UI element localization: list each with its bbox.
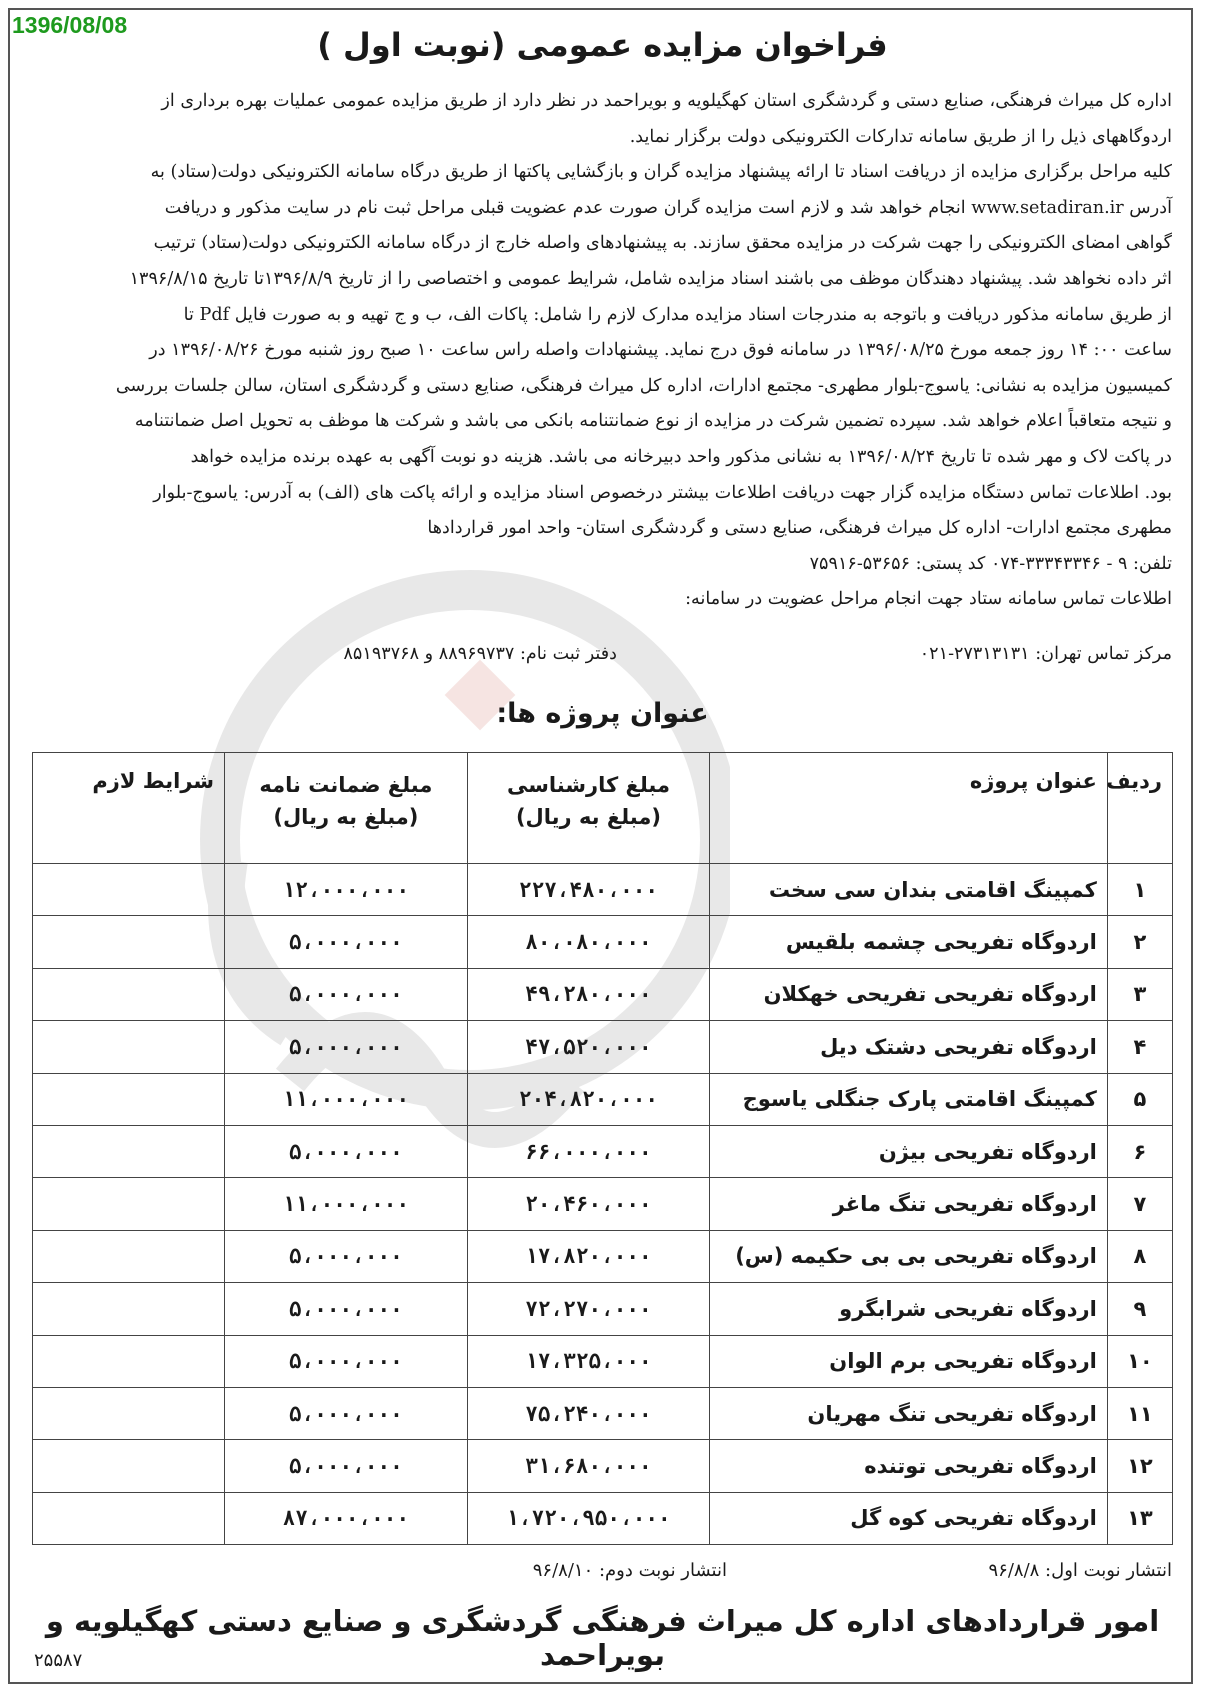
cell-guarantee-amount: ۱۲،۰۰۰،۰۰۰ [225, 864, 468, 916]
cell-guarantee-amount: ۵،۰۰۰،۰۰۰ [225, 1440, 468, 1492]
table-row [33, 1492, 1173, 1544]
cell-row-number: ۹ [1107, 1283, 1172, 1335]
cell-row-number: ۲ [1107, 916, 1172, 968]
cell-conditions [33, 1440, 225, 1492]
announcement-title: فراخوان مزایده عمومی (نوبت اول ) [317, 26, 888, 64]
cell-expert-amount: ۲۲۷،۴۸۰،۰۰۰ [467, 864, 710, 916]
cell-row-number: ۶ [1107, 1125, 1172, 1177]
body-line: آدرس www.setadiran.ir انجام خواهد شد و لازم است مزایده گران صورت عدم عضویت قبلی مراحل ثبت نام در سایت مذکور و دریافت [164, 197, 1172, 218]
cell-project-title: اردوگاه تفریحی تنگ ماغر [710, 1178, 1108, 1230]
cell-conditions [33, 1073, 225, 1125]
cell-row-number: ۴ [1107, 1021, 1172, 1073]
cell-guarantee-amount: ۵،۰۰۰،۰۰۰ [225, 916, 468, 968]
cell-row-number: ۱۳ [1107, 1492, 1172, 1544]
header-project-title: عنوان پروژه [710, 753, 1108, 864]
body-line: اردوگاههای ذیل را از طریق سامانه تدارکات الکترونیکی دولت برگزار نماید. [629, 126, 1172, 147]
table-row [33, 1335, 1173, 1387]
cell-expert-amount: ۸۰،۰۸۰،۰۰۰ [467, 916, 710, 968]
header-guarantee-amount [225, 753, 468, 864]
cell-row-number: ۳ [1107, 968, 1172, 1020]
body-line: کلیه مراحل برگزاری مزایده از دریافت اسناد تا ارائه پیشنهاد مزایده گران و بازگشایی پاکتها از طریق درگاه سامانه الکترونیکی دولت(ستاد) به [150, 162, 1172, 183]
cell-guarantee-amount: ۱۱،۰۰۰،۰۰۰ [225, 1178, 468, 1230]
cell-expert-amount: ۲۰۴،۸۲۰،۰۰۰ [467, 1073, 710, 1125]
ad-code: ۲۵۵۸۷ [34, 1650, 83, 1671]
cell-project-title: اردوگاه تفریحی کوه گل [710, 1492, 1108, 1544]
cell-conditions [33, 968, 225, 1020]
cell-conditions [33, 864, 225, 916]
cell-expert-amount: ۶۶،۰۰۰،۰۰۰ [467, 1125, 710, 1177]
projects-table-body [33, 864, 1173, 1545]
issuer-footer: امور قراردادهای اداره کل میراث فرهنگی گردشگری و صنایع دستی کهگیلویه و بویراحمد [45, 1604, 1160, 1672]
header-expert-unit: (مبلغ به ریال) [515, 805, 661, 829]
cell-expert-amount: ۱۷،۳۲۵،۰۰۰ [467, 1335, 710, 1387]
body-line: اداره کل میراث فرهنگی، صنایع دستی و گردشگری استان کهگیلویه و بویراحمد در نظر دارد از طریق مزایده عمومی عملیات بهره برداری از [161, 91, 1172, 111]
cell-row-number: ۱۰ [1107, 1335, 1172, 1387]
cell-guarantee-amount: ۸۷،۰۰۰،۰۰۰ [225, 1492, 468, 1544]
cell-project-title: کمپینگ اقامتی بندان سی سخت [710, 864, 1108, 916]
cell-expert-amount: ۱۷،۸۲۰،۰۰۰ [467, 1230, 710, 1282]
cell-project-title: اردوگاه تفریحی توتنده [710, 1440, 1108, 1492]
cell-guarantee-amount: ۵،۰۰۰،۰۰۰ [225, 1230, 468, 1282]
table-row [33, 864, 1173, 916]
cell-guarantee-amount: ۵،۰۰۰،۰۰۰ [225, 1021, 468, 1073]
cell-row-number: ۸ [1107, 1230, 1172, 1282]
header-guarantee-label: مبلغ ضمانت نامه [259, 773, 433, 797]
cell-project-title: اردوگاه تفریحی تنگ مهریان [710, 1387, 1108, 1439]
table-header-row [33, 753, 1173, 864]
table-row [33, 1283, 1173, 1335]
header-row-number: ردیف [1107, 753, 1172, 864]
cell-conditions [33, 1021, 225, 1073]
tehran-contact: مرکز تماس تهران: ۲۷۳۱۳۱۳۱-۰۲۱ [919, 644, 1172, 664]
header-guarantee-unit: (مبلغ به ریال) [273, 805, 419, 829]
cell-conditions [33, 1125, 225, 1177]
table-row [33, 1440, 1173, 1492]
cell-guarantee-amount: ۵،۰۰۰،۰۰۰ [225, 1335, 468, 1387]
table-row [33, 1073, 1173, 1125]
projects-section-title: عنوان پروژه ها: [496, 698, 709, 729]
cell-expert-amount: ۷۲،۲۷۰،۰۰۰ [467, 1283, 710, 1335]
cell-project-title: اردوگاه تفریحی شرابگرو [710, 1283, 1108, 1335]
date-stamp: 1396/08/08 [12, 12, 128, 38]
cell-row-number: ۷ [1107, 1178, 1172, 1230]
cell-conditions [33, 1230, 225, 1282]
cell-conditions [33, 1492, 225, 1544]
table-row [33, 1178, 1173, 1230]
body-line: مطهری مجتمع ادارات- اداره کل میراث فرهنگی، صنایع دستی و گردشگری استان- واحد امور قراردادها [427, 518, 1172, 539]
cell-conditions [33, 1335, 225, 1387]
cell-row-number: ۱۱ [1107, 1387, 1172, 1439]
header-conditions: شرایط لازم [33, 753, 225, 864]
cell-project-title: کمپینگ اقامتی پارک جنگلی یاسوج [710, 1073, 1108, 1125]
cell-conditions [33, 1387, 225, 1439]
header-expert-amount [467, 753, 710, 864]
cell-expert-amount: ۲۰،۴۶۰،۰۰۰ [467, 1178, 710, 1230]
cell-project-title: اردوگاه تفریحی بی بی حکیمه (س) [710, 1230, 1108, 1282]
body-line: اثر داده نخواهد شد. پیشنهاد دهندگان موظف می باشند اسناد مزایده شامل، شرایط عمومی و اختصاصی را از تاریخ ۱۳۹۶/۸/۹تا تاریخ ۱۳۹۶/۸/۱۵ [129, 268, 1172, 289]
cell-row-number: ۱ [1107, 864, 1172, 916]
body-line: و نتیجه متعاقباً اعلام خواهد شد. سپرده تضمین شرکت در مزایده از نوع ضمانتنامه بانکی می باشد و شرکت ها موظف به تحویل اصل ضمانتنامه [134, 411, 1172, 432]
cell-project-title: اردوگاه تفریحی دشتک دیل [710, 1021, 1108, 1073]
projects-table [32, 752, 1173, 1545]
table-row [33, 916, 1173, 968]
cell-conditions [33, 916, 225, 968]
cell-conditions [33, 1283, 225, 1335]
cell-expert-amount: ۱،۷۲۰،۹۵۰،۰۰۰ [467, 1492, 710, 1544]
cell-project-title: اردوگاه تفریحی چشمه بلقیس [710, 916, 1108, 968]
cell-project-title: اردوگاه تفریحی برم الوان [710, 1335, 1108, 1387]
cell-project-title: اردوگاه تفریحی بیژن [710, 1125, 1108, 1177]
phone-postal-line: تلفن: ۹ - ۳۳۳۴۳۳۴۶-۰۷۴ کد پستی: ۵۳۶۵۶-۷۵۹۱۶ [809, 553, 1172, 574]
cell-expert-amount: ۳۱،۶۸۰،۰۰۰ [467, 1440, 710, 1492]
contact-row [34, 644, 1172, 680]
body-line: در پاکت لاک و مهر شده تا تاریخ ۱۳۹۶/۰۸/۲۴ به نشانی مذکور واحد دبیرخانه می باشد. هزینه دو نوبت آگهی به عهده برنده مزایده خواهد [190, 446, 1172, 467]
table-row [33, 1125, 1173, 1177]
body-line: ساعت ۰۰: ۱۴ روز جمعه مورخ ۱۳۹۶/۰۸/۲۵ در سامانه فوق درج نماید. پیشنهادات واصله راس ساعت ۱۰ صبح روز شنبه مورخ ۱۳۹۶/۰۸/۲۶ در [149, 340, 1172, 361]
setad-contact-heading: اطلاعات تماس سامانه ستاد جهت انجام مراحل عضویت در سامانه: [685, 589, 1172, 610]
cell-expert-amount: ۴۷،۵۲۰،۰۰۰ [467, 1021, 710, 1073]
table-row [33, 1387, 1173, 1439]
body-line: از طریق سامانه مذکور دریافت و باتوجه به مندرجات اسناد مزایده مدارک لازم را شامل: پاکات الف، ب و ج تهیه و به صورت فایل Pdf تا [183, 304, 1172, 325]
cell-guarantee-amount: ۵،۰۰۰،۰۰۰ [225, 1125, 468, 1177]
registry-contact: دفتر ثبت نام: ۸۸۹۶۹۷۳۷ و ۸۵۱۹۳۷۶۸ [343, 644, 617, 664]
cell-project-title: اردوگاه تفریحی تفریحی خهکلان [710, 968, 1108, 1020]
cell-row-number: ۱۲ [1107, 1440, 1172, 1492]
table-row [33, 1021, 1173, 1073]
cell-guarantee-amount: ۱۱،۰۰۰،۰۰۰ [225, 1073, 468, 1125]
cell-conditions [33, 1178, 225, 1230]
body-line: بود. اطلاعات تماس دستگاه مزایده گزار جهت دریافت اطلاعات بیشتر درخصوص اسناد مزایده و ارائه پاکت های (الف) به آدرس: یاسوج-بلوار [153, 482, 1172, 503]
body-line: کمیسیون مزایده به نشانی: یاسوج-بلوار مطهری- مجتمع ادارات، اداره کل میراث فرهنگی، صنایع دستی و گردشگری استان، سالن جلسات بررسی [115, 375, 1172, 396]
second-publication: انتشار نوبت دوم: ۹۶/۸/۱۰ [532, 1560, 727, 1581]
cell-row-number: ۵ [1107, 1073, 1172, 1125]
announcement-body [34, 84, 1172, 618]
cell-guarantee-amount: ۵،۰۰۰،۰۰۰ [225, 1387, 468, 1439]
table-row [33, 968, 1173, 1020]
first-publication: انتشار نوبت اول: ۹۶/۸/۸ [988, 1560, 1172, 1581]
cell-guarantee-amount: ۵،۰۰۰،۰۰۰ [225, 968, 468, 1020]
cell-expert-amount: ۷۵،۲۴۰،۰۰۰ [467, 1387, 710, 1439]
table-row [33, 1230, 1173, 1282]
header-expert-label: مبلغ کارشناسی [506, 773, 670, 797]
body-line: گواهی امضای الکترونیکی را جهت شرکت در مزایده محقق سازند. به پیشنهادهای واصله خارج از درگاه سامانه الکترونیکی دولت(ستاد) ترتیب [153, 233, 1172, 254]
cell-expert-amount: ۴۹،۲۸۰،۰۰۰ [467, 968, 710, 1020]
cell-guarantee-amount: ۵،۰۰۰،۰۰۰ [225, 1283, 468, 1335]
